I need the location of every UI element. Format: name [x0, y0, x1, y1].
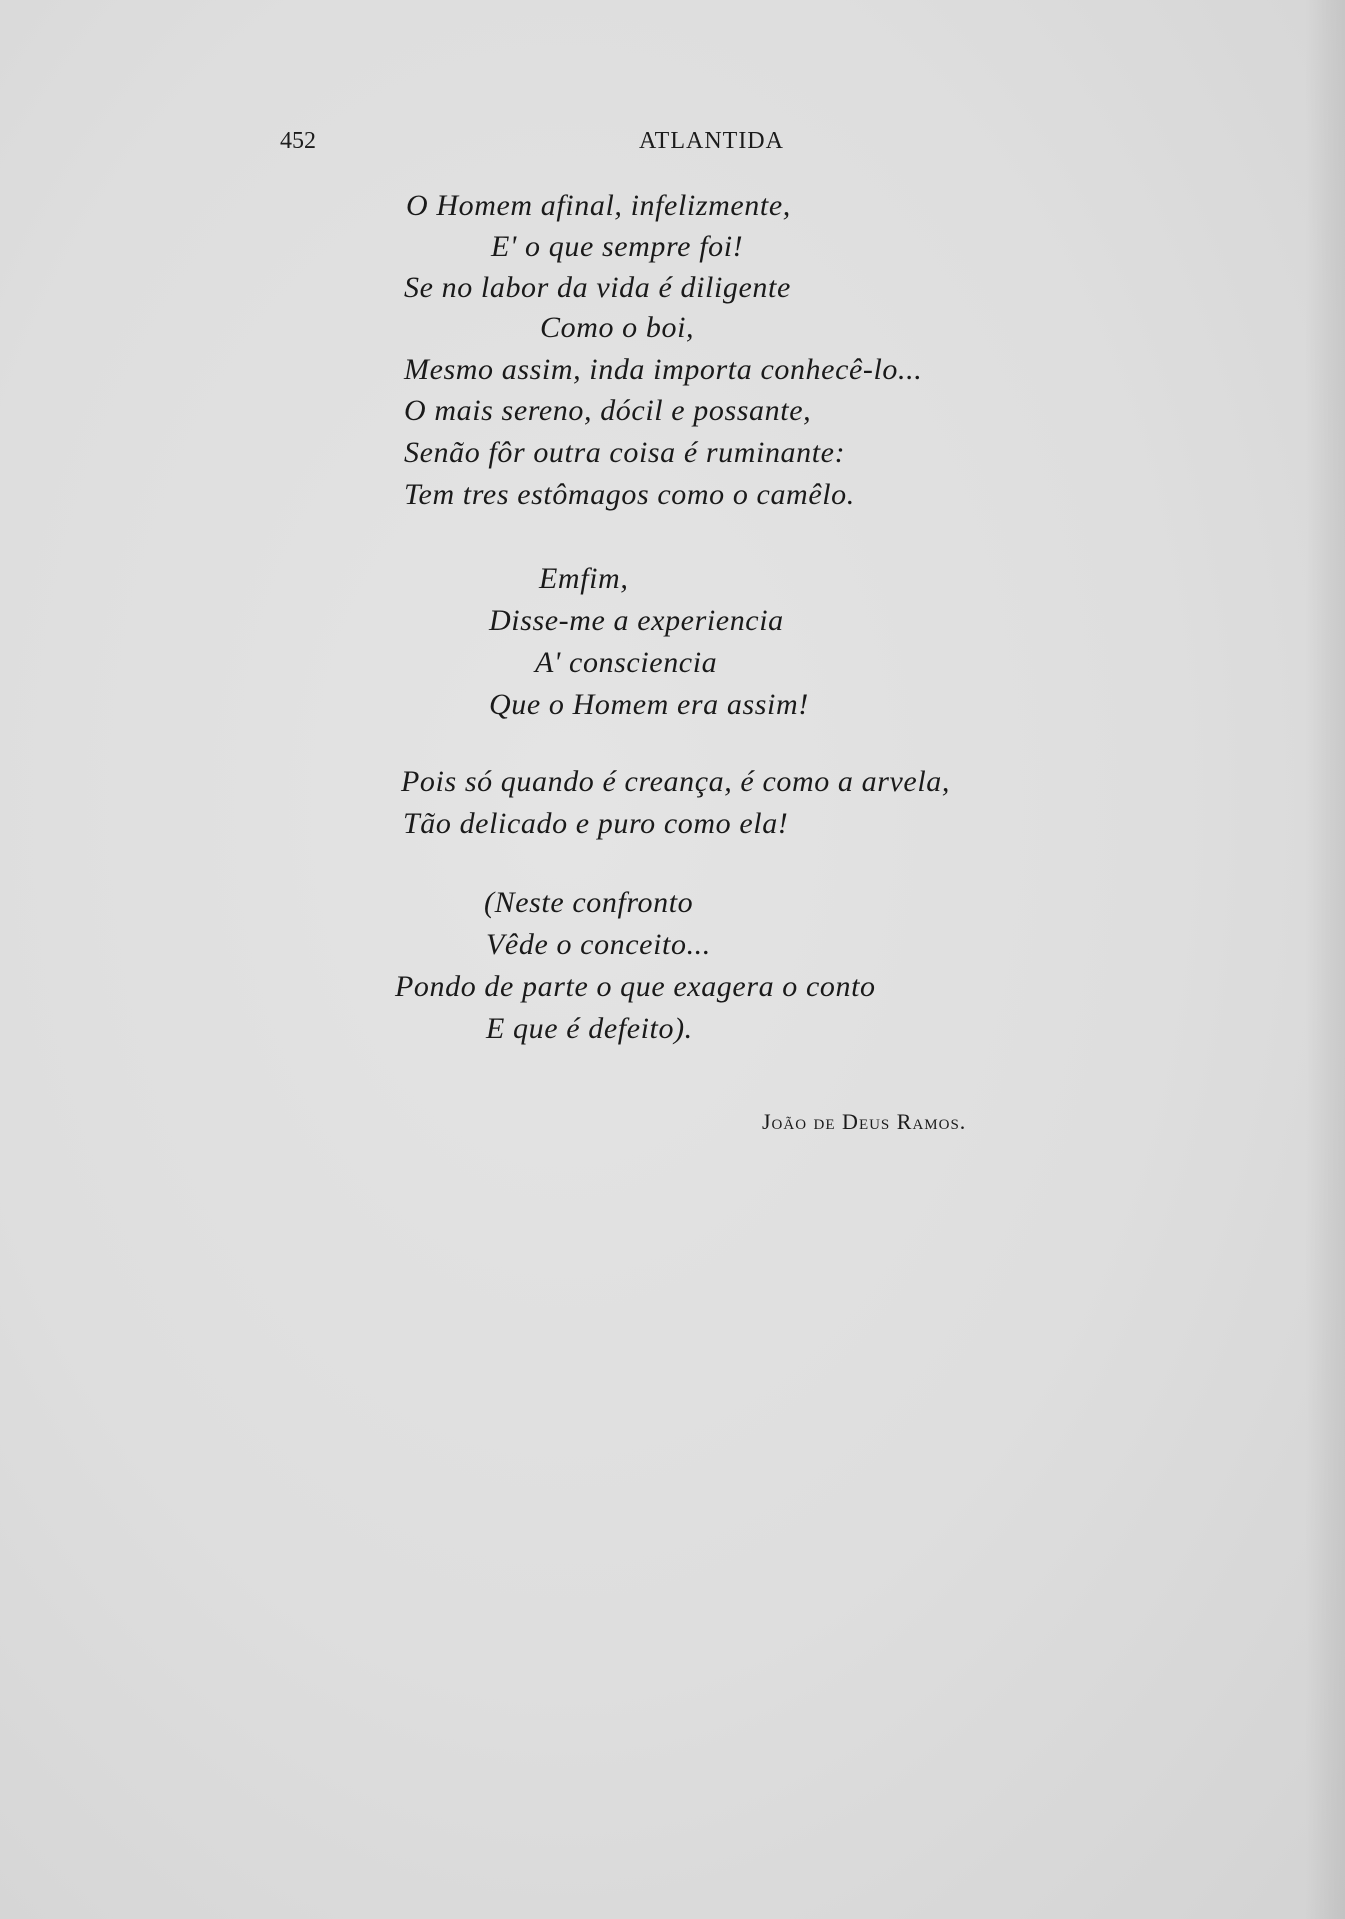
page-header [0, 128, 1345, 158]
poem-line: (Neste confronto [484, 886, 694, 919]
poem-line: Disse-me a experiencia [489, 604, 784, 637]
poem-line: Vêde o conceito... [486, 928, 711, 961]
poem-line: Mesmo assim, inda importa conhecê-lo... [404, 353, 923, 386]
poem-line: O mais sereno, dócil e possante, [404, 394, 812, 427]
poem-line: Que o Homem era assim! [489, 688, 809, 721]
poem-line: Pondo de parte o que exagera o conto [395, 970, 876, 1003]
poem-line: Se no labor da vida é diligente [404, 271, 791, 304]
poem-line: E que é defeito). [486, 1012, 693, 1045]
poem-line: O Homem afinal, infelizmente, [406, 189, 791, 222]
poem-line: Tem tres estômagos como o camêlo. [404, 478, 855, 511]
poem-line: Pois só quando é creança, é como a arvela, [401, 765, 950, 798]
binding-shadow [1305, 0, 1345, 1919]
page-number: 452 [280, 128, 316, 154]
poem-line: Tão delicado e puro como ela! [403, 807, 789, 840]
running-title: ATLANTIDA [639, 128, 784, 154]
author-signature: João de Deus Ramos. [762, 1109, 967, 1134]
poem-line: Emfim, [539, 562, 629, 595]
poem-line: E' o que sempre foi! [491, 230, 744, 263]
poem-line: A' consciencia [535, 646, 718, 679]
poem-line: Senão fôr outra coisa é ruminante: [404, 436, 846, 469]
poem-line: Como o boi, [540, 311, 695, 344]
